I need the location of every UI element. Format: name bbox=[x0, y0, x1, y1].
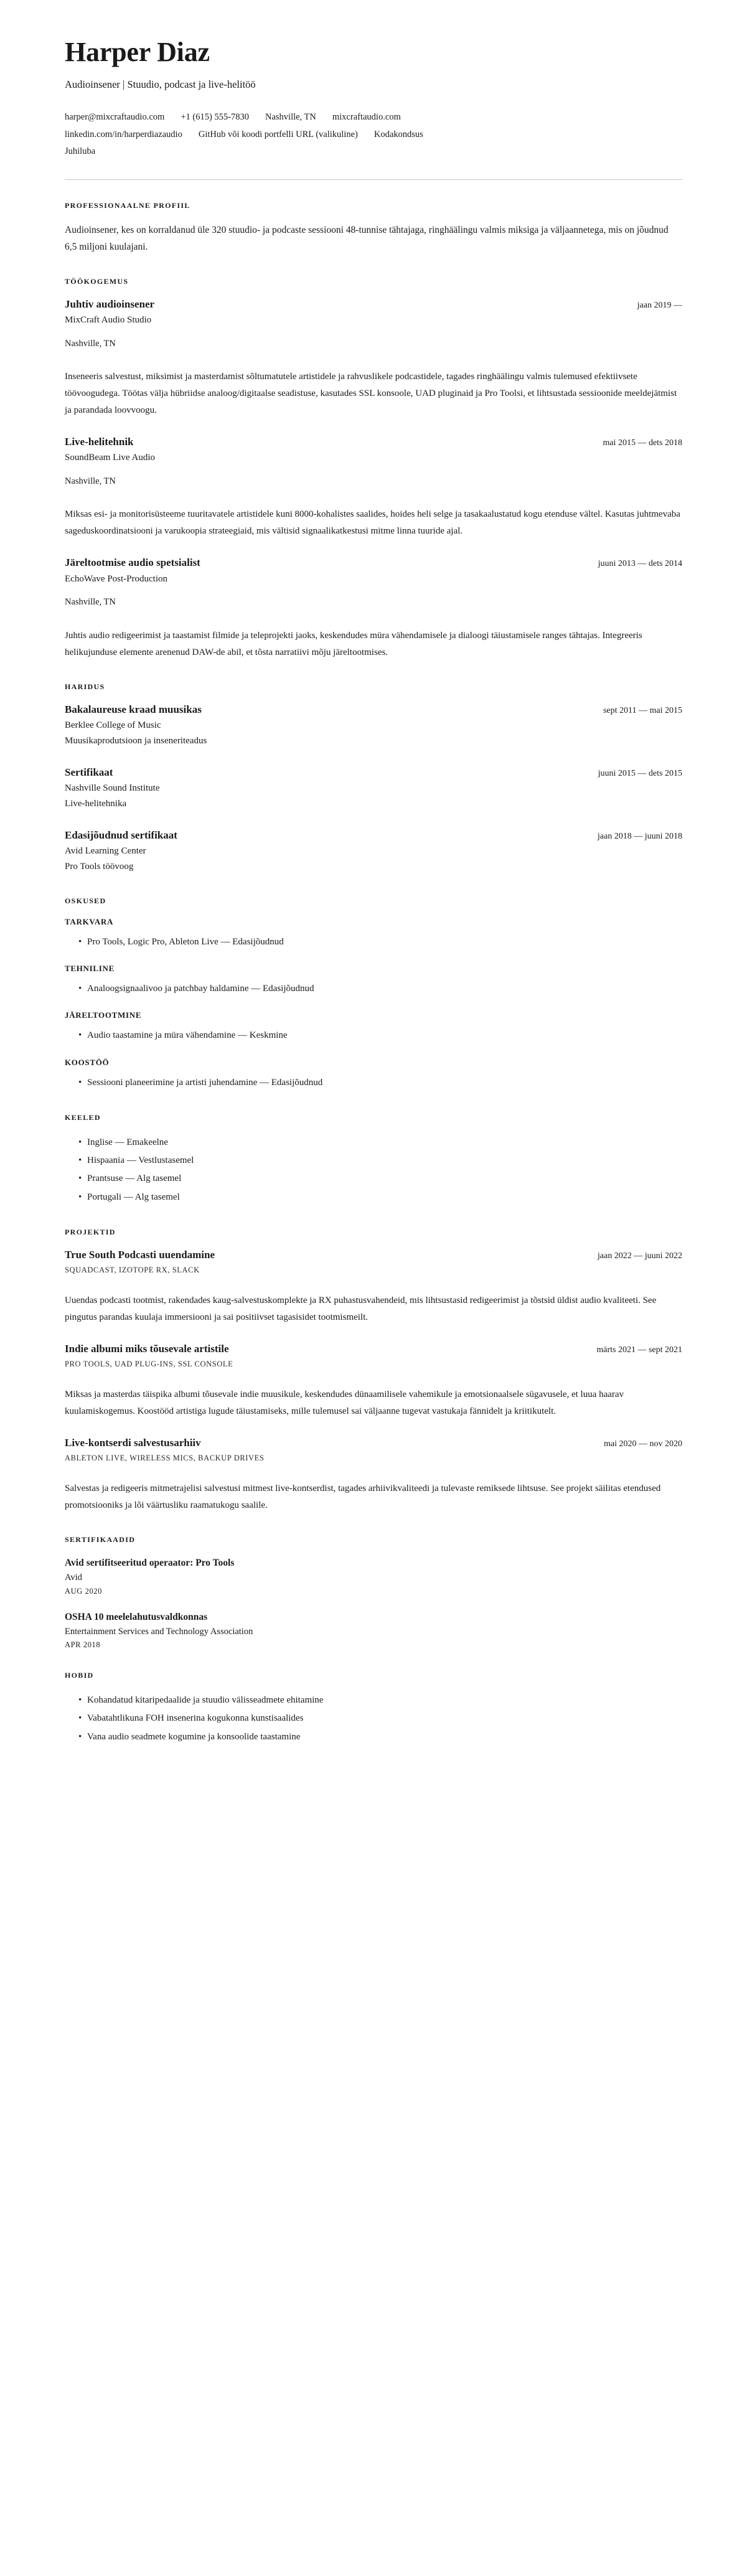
section-title-education: HARIDUS bbox=[65, 682, 105, 691]
education-dates: sept 2011 — mai 2015 bbox=[603, 705, 682, 715]
skill-list bbox=[65, 933, 682, 951]
experience-role: Järeltootmise audio spetsialist bbox=[65, 557, 200, 569]
hobby-item: • Vabatahtlikuna FOH insenerina kogukonna kunstisaalides bbox=[78, 1709, 682, 1728]
contact-row-1 bbox=[65, 109, 682, 126]
language-item: • Prantsuse — Alg tasemel bbox=[78, 1170, 682, 1188]
header-divider bbox=[65, 179, 682, 180]
education-entry-head bbox=[65, 703, 682, 717]
certification-date: AUG 2020 bbox=[65, 1586, 103, 1596]
education-entry-head bbox=[65, 829, 682, 842]
project-entry bbox=[65, 1248, 682, 1326]
experience-entry-head bbox=[65, 556, 682, 570]
education-degree: Edasijõudnud sertifikaat bbox=[65, 829, 177, 841]
hobby-list bbox=[65, 1691, 682, 1746]
skill-group-name: KOOSTÖÖ bbox=[65, 1057, 110, 1067]
profile-text: Audioinsener, kes on korraldanud üle 320 stuudio- ja podcaste sessiooni 48-tunnise tähtajaga, ringhäälingu valmis miksiga ja väljaannetega, mis on jõudnud 6,5 miljoni kuulajani. bbox=[65, 224, 669, 253]
contact-driving-license: Juhiluba bbox=[65, 146, 96, 157]
education-school: Nashville Sound Institute bbox=[65, 783, 160, 793]
section-projects bbox=[65, 1228, 682, 1514]
section-certifications bbox=[65, 1535, 682, 1650]
contact-location: Nashville, TN bbox=[265, 112, 316, 123]
skill-item: • Analoogsignaalivoo ja patchbay haldamine — Edasijõudnud bbox=[78, 980, 682, 998]
project-description: Miksas ja masterdas täispika albumi tõusevale indie muusikule, keskendudes dünaamilisele vahemikule ja emotsionaalsele sügavusele, et luua haarav kuulamiskogemus. Koostööd artistiga lugude täiustamiseks, mille tulemusel sai väljaanne tugevat vastukaja fännidelt ja kriitikutelt. bbox=[65, 1389, 624, 1417]
page-title: Harper Diaz bbox=[65, 37, 210, 67]
education-school: Avid Learning Center bbox=[65, 845, 146, 856]
experience-location: Nashville, TN bbox=[65, 476, 116, 486]
education-field: Live-helitehnika bbox=[65, 799, 127, 809]
project-name: Live-kontserdi salvestusarhiiv bbox=[65, 1437, 201, 1449]
certification-name: OSHA 10 meelelahutusvaldkonnas bbox=[65, 1611, 208, 1622]
experience-dates: mai 2015 — dets 2018 bbox=[603, 438, 682, 448]
project-entry-head bbox=[65, 1248, 682, 1262]
experience-location: Nashville, TN bbox=[65, 597, 116, 607]
section-title-hobbies: HOBID bbox=[65, 1671, 94, 1680]
skill-group bbox=[65, 1058, 682, 1092]
skill-group-name: TARKVARA bbox=[65, 916, 114, 926]
professional-headline: Audioinsener | Stuudio, podcast ja live-helitöö bbox=[65, 78, 256, 91]
project-dates: mai 2020 — nov 2020 bbox=[604, 1439, 682, 1449]
experience-description: Inseneeris salvestust, miksimist ja masterdamist sõltumatutele artistidele ja rahvuslikele podcastidele, tagades ringhäälingu valmis tulemused efektiivsete töövoogudega. Töötas välja hübriidse analoog/digitaalse seadistuse, kasutades SSL konsoole, UAD pluginaid ja Pro Toolsi, et lihtsustada sessioonide meeldejätmist ja parandada loovvoogu. bbox=[65, 372, 677, 416]
language-item: • Portugali — Alg tasemel bbox=[78, 1188, 682, 1206]
section-hobbies bbox=[65, 1671, 682, 1746]
contact-github-placeholder[interactable]: GitHub või koodi portfelli URL (valikuline) bbox=[198, 129, 358, 139]
project-entry-head bbox=[65, 1436, 682, 1450]
project-dates: jaan 2022 — juuni 2022 bbox=[597, 1251, 682, 1261]
section-title-profile: PROFESSIONAALNE PROFIIL bbox=[65, 200, 190, 210]
skill-item: • Sessiooni planeerimine ja artisti juhendamine — Edasijõudnud bbox=[78, 1074, 682, 1092]
project-dates: märts 2021 — sept 2021 bbox=[596, 1345, 682, 1355]
certification-issuer: Avid bbox=[65, 1572, 82, 1583]
resume-header bbox=[65, 37, 682, 180]
experience-entry bbox=[65, 435, 682, 540]
education-degree: Bakalaureuse kraad muusikas bbox=[65, 703, 202, 715]
contact-linkedin[interactable]: linkedin.com/in/harperdiazaudio bbox=[65, 129, 182, 139]
skill-group bbox=[65, 917, 682, 951]
contact-citizenship: Kodakondsus bbox=[374, 129, 423, 139]
experience-dates: juuni 2013 — dets 2014 bbox=[598, 559, 682, 569]
education-entry bbox=[65, 703, 682, 750]
education-dates: juuni 2015 — dets 2015 bbox=[598, 768, 682, 778]
section-education bbox=[65, 682, 682, 875]
project-description: Uuendas podcasti tootmist, rakendades kaug-salvestuskomplekte ja RX puhastusvahendeid, mis lihtsustasid redigeerimist ja tõstsid üldist audio kvaliteeti. See pingutus parandas kuulaja immersiooni ja sai positiivset tagasisidet tootmismeilt. bbox=[65, 1295, 657, 1323]
section-skills bbox=[65, 896, 682, 1092]
contact-email[interactable]: harper@mixcraftaudio.com bbox=[65, 112, 165, 123]
experience-company: MixCraft Audio Studio bbox=[65, 315, 152, 326]
skill-item: • Pro Tools, Logic Pro, Ableton Live — Edasijõudnud bbox=[78, 933, 682, 951]
experience-entry bbox=[65, 556, 682, 660]
education-school: Berklee College of Music bbox=[65, 720, 161, 730]
contact-website[interactable]: mixcraftaudio.com bbox=[332, 112, 401, 123]
section-title-experience: TÖÖKOGEMUS bbox=[65, 276, 129, 286]
section-title-certifications: SERTIFIKAADID bbox=[65, 1535, 136, 1544]
skill-list bbox=[65, 980, 682, 998]
education-entry bbox=[65, 766, 682, 812]
education-entry bbox=[65, 829, 682, 875]
contact-phone[interactable]: +1 (615) 555-7830 bbox=[181, 112, 249, 123]
certification-entry bbox=[65, 1556, 682, 1596]
certification-entry bbox=[65, 1610, 682, 1650]
language-item: • Hispaania — Vestlustasemel bbox=[78, 1152, 682, 1170]
section-title-skills: OSKUSED bbox=[65, 896, 106, 905]
project-name: Indie albumi miks tõusevale artistile bbox=[65, 1343, 229, 1355]
skill-group-name: TEHNILINE bbox=[65, 964, 115, 974]
experience-description: Miksas esi- ja monitorisüsteeme tuuritavatele artistidele kuni 8000-kohalistes saalides, hoides heli selge ja tasakaalustatud kogu etenduse vältel. Kasutas juhtmevaba sageduskoordinatsiooni ja varukoopia strateegiaid, mis vältisid signaalikatkestusi mitme linna tuuride ajal. bbox=[65, 509, 680, 537]
certification-date: APR 2018 bbox=[65, 1640, 101, 1650]
hobby-item: • Vana audio seadmete kogumine ja konsoolide taastamine bbox=[78, 1728, 682, 1746]
contact-row-2 bbox=[65, 126, 682, 144]
certification-name: Avid sertifitseeritud operaator: Pro Tools bbox=[65, 1558, 235, 1569]
education-entry-head bbox=[65, 766, 682, 779]
section-title-languages: KEELED bbox=[65, 1112, 101, 1122]
experience-entry-head bbox=[65, 435, 682, 449]
skill-item: • Audio taastamine ja müra vähendamine — Keskmine bbox=[78, 1027, 682, 1045]
section-profile bbox=[65, 201, 682, 256]
section-languages bbox=[65, 1113, 682, 1206]
project-entry-head bbox=[65, 1342, 682, 1356]
skill-group bbox=[65, 964, 682, 998]
project-name: True South Podcasti uuendamine bbox=[65, 1248, 215, 1261]
experience-dates: jaan 2019 — bbox=[637, 300, 682, 310]
experience-location: Nashville, TN bbox=[65, 338, 116, 349]
experience-description: Juhtis audio redigeerimist ja taastamist filmide ja teleprojekti jaoks, keskendudes müra vähendamisele ja dialoogi täiustamisele ranges tähtajas. Integreeris helikujunduse elemente arenenud DAW-de abil, et tõsta narratiivi mõju järeltootmises. bbox=[65, 630, 642, 657]
project-tools: PRO TOOLS, UAD PLUG-INS, SSL CONSOLE bbox=[65, 1360, 233, 1369]
experience-company: SoundBeam Live Audio bbox=[65, 453, 155, 463]
project-tools: ABLETON LIVE, WIRELESS MICS, BACKUP DRIVES bbox=[65, 1454, 265, 1463]
experience-entry-head bbox=[65, 298, 682, 311]
experience-role: Juhtiv audioinsener bbox=[65, 298, 155, 310]
education-field: Pro Tools töövoog bbox=[65, 862, 134, 872]
section-title-projects: PROJEKTID bbox=[65, 1227, 116, 1236]
skill-list bbox=[65, 1027, 682, 1045]
project-entry bbox=[65, 1436, 682, 1514]
education-dates: jaan 2018 — juuni 2018 bbox=[597, 831, 682, 841]
education-field: Muusikaprodutsioon ja inseneriteadus bbox=[65, 736, 207, 746]
language-item: • Inglise — Emakeelne bbox=[78, 1134, 682, 1152]
skill-list bbox=[65, 1074, 682, 1092]
project-description: Salvestas ja redigeeris mitmetrajelisi salvestusi mitmest live-kontserdist, tagades arhiivikvaliteedi ja tulevaste remiksede lihtsuse. See projekt säilitas etendused promotsiooniks ja lõi väärtusliku raamatukogu saalile. bbox=[65, 1483, 661, 1511]
project-tools: SQUADCAST, IZOTOPE RX, SLACK bbox=[65, 1266, 200, 1275]
project-entry bbox=[65, 1342, 682, 1420]
experience-role: Live-helitehnik bbox=[65, 436, 134, 448]
experience-entry bbox=[65, 298, 682, 419]
skill-group-name: JÄRELTOOTMINE bbox=[65, 1010, 142, 1020]
experience-company: EchoWave Post-Production bbox=[65, 573, 168, 584]
certification-issuer: Entertainment Services and Technology Association bbox=[65, 1626, 253, 1637]
skill-group bbox=[65, 1010, 682, 1045]
language-list bbox=[65, 1134, 682, 1206]
section-experience bbox=[65, 277, 682, 661]
hobby-item: • Kohandatud kitaripedaalide ja stuudio välisseadmete ehitamine bbox=[78, 1691, 682, 1709]
education-degree: Sertifikaat bbox=[65, 766, 113, 778]
contact-row-3 bbox=[65, 143, 682, 161]
